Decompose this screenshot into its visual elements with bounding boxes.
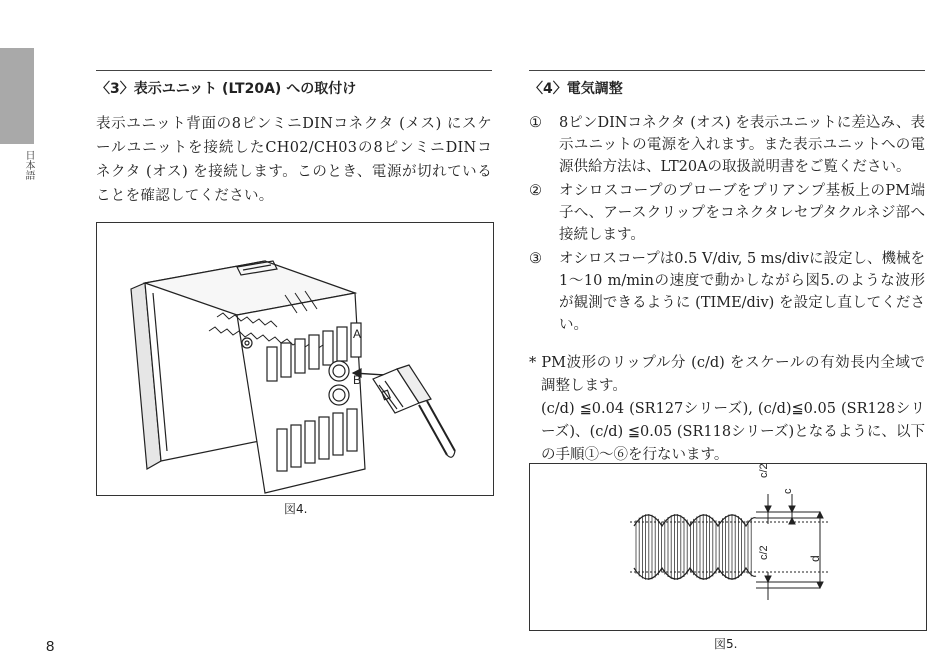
step-text: オシロスコープは0.5 V/div, 5 ms/divに設定し、機械を1～10 m/minの速度で動かしながら図5.のような波形が観測できるように (TIME/div) を設定し直してください。 bbox=[559, 251, 925, 333]
step-text: オシロスコープのプローブをプリアンプ基板上のPM端子へ、アースクリップをコネクタレセプタクルネジ部へ接続します。 bbox=[559, 183, 925, 243]
step-number: ③ bbox=[529, 251, 542, 267]
display-unit-illustration bbox=[97, 223, 493, 495]
label-c: c bbox=[782, 488, 794, 494]
section-3-paragraph: 表示ユニット背面の8ピンミニDINコネクタ (メス) にスケールユニットを接続したCH02/CH03の8ピンミニDINコネクタ (オス) を接続します。このとき、電源が切れていることを確認してください。 bbox=[96, 116, 492, 204]
figure-5-caption: 図5. bbox=[714, 637, 738, 651]
label-d: d bbox=[808, 555, 822, 562]
label-c-half-bottom: c/2 bbox=[758, 545, 770, 560]
figure-4 bbox=[96, 222, 494, 496]
step-3 bbox=[529, 248, 925, 336]
socket-label-b: B bbox=[353, 373, 362, 387]
figure-5 bbox=[529, 463, 927, 631]
pm-waveform-diagram bbox=[530, 464, 926, 630]
ripple-note bbox=[529, 352, 925, 467]
adjustment-steps bbox=[529, 112, 925, 336]
waveform-traces bbox=[636, 514, 751, 580]
figure-4-caption: 図4. bbox=[284, 502, 308, 516]
note-line-2: (c/d) ≦0.04 (SR127シリーズ), (c/d)≦0.05 (SR128シリーズ)、(c/d) ≦0.05 (SR118シリーズ)となるように、以下の手順①～⑥を行ないます。 bbox=[541, 401, 925, 463]
step-1 bbox=[529, 112, 925, 178]
left-column bbox=[96, 70, 492, 208]
label-c-half-top: c/2 bbox=[758, 463, 770, 478]
side-tab bbox=[0, 48, 34, 144]
step-number: ① bbox=[529, 115, 542, 131]
section-heading-4: 〈4〉電気調整 bbox=[529, 70, 925, 98]
note-line-1: * PM波形のリップル分 (c/d) をスケールの有効長内全域で調整します。 bbox=[529, 355, 925, 394]
step-text: 8ピンDINコネクタ (オス) を表示ユニットに差込み、表示ユニットの電源を入れます。また表示ユニットへの電源供給方法は、LT20Aの取扱説明書をご覧ください。 bbox=[559, 115, 925, 175]
socket-label-a: A bbox=[353, 327, 362, 341]
section-heading-3: 〈3〉表示ユニット (LT20A) への取付け bbox=[96, 70, 492, 98]
step-2 bbox=[529, 180, 925, 246]
language-label: 日本語 bbox=[23, 150, 34, 180]
right-column bbox=[529, 70, 925, 467]
step-number: ② bbox=[529, 183, 542, 199]
page-number: 8 bbox=[46, 638, 55, 655]
